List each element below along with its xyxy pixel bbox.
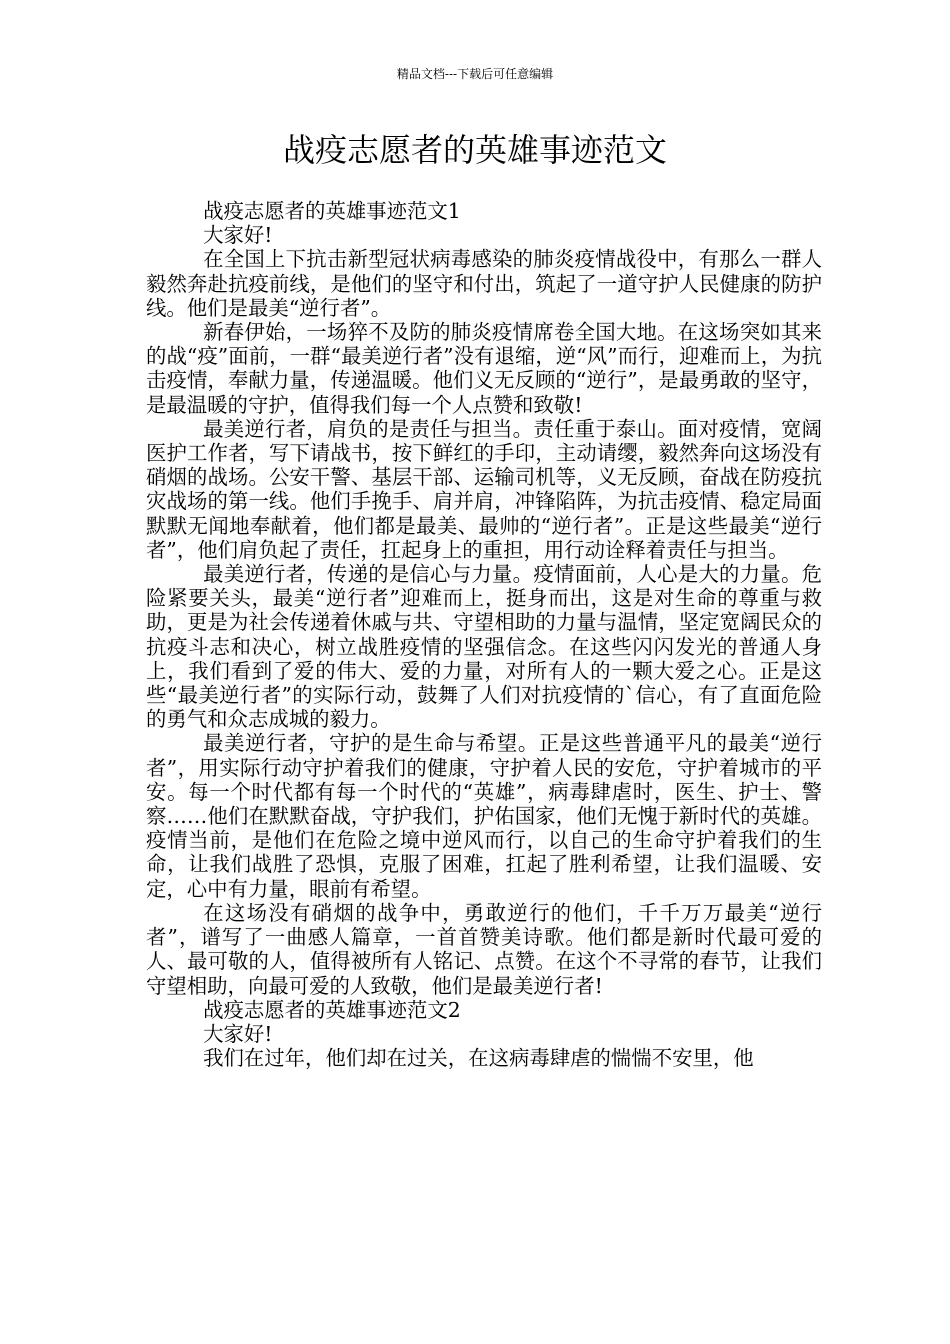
document-title: 战疫志愿者的英雄事迹范文 [282,131,667,169]
greeting-2: 大家好! [203,1021,273,1046]
section-heading-2: 战疫志愿者的英雄事迹范文2 [203,997,461,1022]
paragraph: 在这场没有硝烟的战争中，勇敢逆行的他们，千千万万最美“逆行者”，谱写了一曲感人篇章，一首首赞美诗歌。他们都是新时代最可爱的人、最可敬的人，值得被所有人铭记、点赞。在这个不寻常的春节，让我们守望相助，向最可爱的人致敬，他们是最美逆行者! [146,900,822,998]
header-note: 精品文档---下载后可任意编辑 [396,67,554,81]
paragraph: 最美逆行者，传递的是信心与力量。疫情面前，人心是大的力量。危险紧要关头，最美“逆行者”迎难而上，挺身而出，这是对生命的尊重与救助，更是为社会传递着休戚与共、守望相助的力量与温情，坚定宽阔民众的抗疫斗志和决心，树立战胜疫情的坚强信念。在这些闪闪发光的普通人身上，我们看到了爱的伟大、爱的力量，对所有人的一颗大爱之心。正是这些“最美逆行者”的实际行动，鼓舞了人们对抗疫情的`信心，有了直面危险的勇气和众志成城的毅力。 [146,562,822,732]
document-body [146,199,822,1070]
paragraph: 最美逆行者，守护的是生命与希望。正是这些普通平凡的最美“逆行者”，用实际行动守护着我们的健康，守护着人民的安危，守护着城市的平安。每一个时代都有每一个时代的“英雄”，病毒肆虐时，医生、护士、警察……他们在默默奋战，守护我们，护佑国家，他们无愧于新时代的英雄。疫情当前，是他们在危险之境中逆风而行，以自己的生命守护着我们的生命，让我们战胜了恐惧，克服了困难，扛起了胜利希望，让我们温暖、安定，心中有力量，眼前有希望。 [146,731,822,901]
greeting-1: 大家好! [203,223,273,248]
paragraph: 我们在过年，他们却在过关，在这病毒肆虐的惴惴不安里，他 [203,1046,754,1071]
paragraph: 新春伊始，一场猝不及防的肺炎疫情席卷全国大地。在这场突如其来的战“疫”面前，一群“最美逆行者”没有退缩，逆“风”而行，迎难而上，为抗击疫情，奉献力量，传递温暖。他们义无反顾的“逆行”，是最勇敢的坚守，是最温暖的守护，值得我们每一个人点赞和致敬! [146,320,822,417]
paragraph: 在全国上下抗击新型冠状病毒感染的肺炎疫情战役中，有那么一群人毅然奔赴抗疫前线，是他们的坚守和付出，筑起了一道守护人民健康的防护线。他们是最美“逆行者”。 [146,247,822,320]
section-heading-1: 战疫志愿者的英雄事迹范文1 [203,199,461,223]
paragraph: 最美逆行者，肩负的是责任与担当。责任重于泰山。面对疫情，宽阔医护工作者，写下请战书，按下鲜红的手印，主动请缨，毅然奔向这场没有硝烟的战场。公安干警、基层干部、运输司机等，义无反顾，奋战在防疫抗灾战场的第一线。他们手挽手、肩并肩，冲锋陷阵，为抗击疫情、稳定局面默默无闻地奉献着，他们都是最美、最帅的“逆行者”。正是这些最美“逆行者”，他们肩负起了责任，扛起身上的重担，用行动诠释着责任与担当。 [146,416,822,562]
